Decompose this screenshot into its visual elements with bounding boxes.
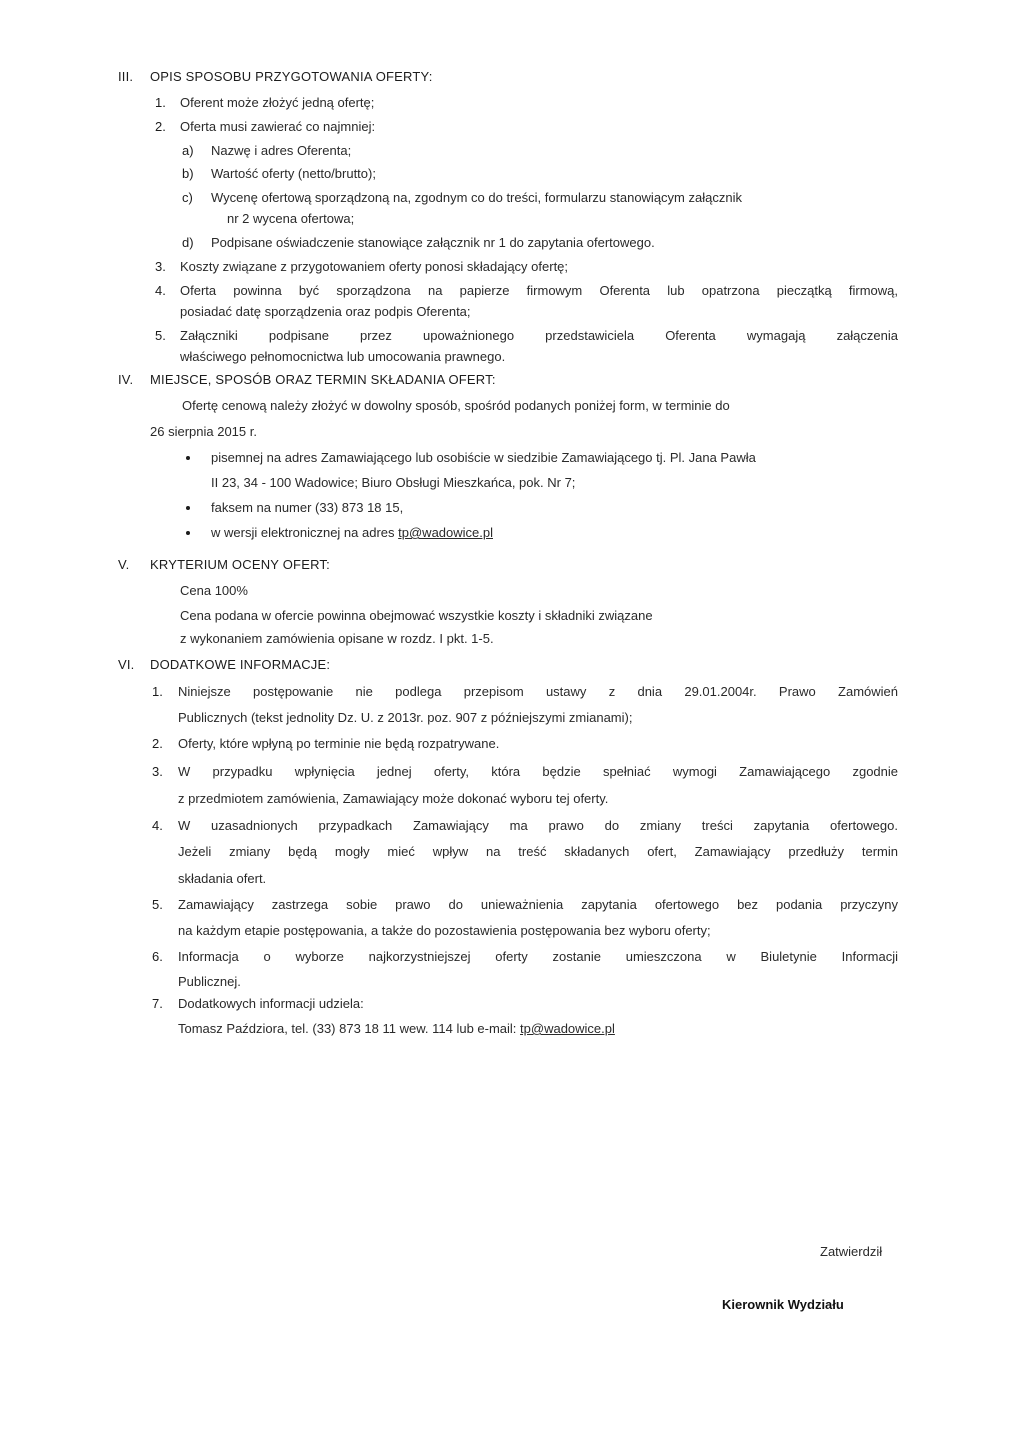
list-number: 4.	[152, 818, 163, 833]
list-number: 3.	[152, 764, 163, 779]
bullet-icon	[186, 506, 190, 510]
list-item: Wycenę ofertową sporządzoną na, zgodnym co do treści, formularzu stanowiącym załącznik	[211, 190, 742, 205]
approval-label: Zatwierdził	[820, 1244, 883, 1259]
list-item-continuation: Publicznej.	[178, 974, 241, 989]
section-title: OPIS SPOSOBU PRZYGOTOWANIA OFERTY:	[150, 69, 433, 84]
section-number: VI.	[118, 657, 135, 672]
section-number: III.	[118, 69, 134, 84]
list-number: 5.	[155, 328, 166, 343]
section-title: DODATKOWE INFORMACJE:	[150, 657, 331, 672]
list-item: Dodatkowych informacji udziela:	[178, 996, 364, 1011]
list-number: 4.	[155, 283, 166, 298]
list-item: Załączniki podpisane przez upoważnionego przedstawiciela Oferenta wymagają załączenia	[180, 328, 898, 343]
list-item: W uzasadnionych przypadkach Zamawiający ma prawo do zmiany treści zapytania ofertowego.	[178, 818, 898, 833]
list-item-continuation: składania ofert.	[178, 871, 267, 886]
deadline-date: 26 sierpnia 2015 r.	[150, 424, 257, 439]
list-number: 6.	[152, 949, 163, 964]
list-item: W przypadku wpłynięcia jednej oferty, która będzie spełniać wymogi Zamawiającego zgodnie	[178, 764, 898, 779]
list-number: 7.	[152, 996, 163, 1011]
list-letter: c)	[182, 190, 193, 205]
contact-line	[178, 1020, 615, 1038]
contact-text: Tomasz Paździora, tel. (33) 873 18 11 wew. 114 lub e-mail:	[178, 1021, 521, 1036]
list-number: 1.	[155, 95, 166, 110]
list-item-continuation: Jeżeli zmiany będą mogły mieć wpływ na treść składanych ofert, Zamawiający przedłuży termin	[178, 844, 898, 859]
list-item-continuation: nr 2 wycena ofertowa;	[227, 211, 355, 226]
list-number: 2.	[155, 119, 166, 134]
list-item: Oferent może złożyć jedną ofertę;	[180, 95, 375, 110]
list-item-continuation: z przedmiotem zamówienia, Zamawiający może dokonać wyboru tej oferty.	[178, 791, 609, 806]
list-item: faksem na numer (33) 873 18 15,	[211, 500, 404, 515]
list-number: 3.	[155, 259, 166, 274]
section-title: MIEJSCE, SPOSÓB ORAZ TERMIN SKŁADANIA OFERT:	[150, 372, 496, 387]
section-title: KRYTERIUM OCENY OFERT:	[150, 557, 330, 572]
list-item-continuation: posiadać datę sporządzenia oraz podpis Oferenta;	[180, 304, 471, 319]
list-item: Niniejsze postępowanie nie podlega przepisom ustawy z dnia 29.01.2004r. Prawo Zamówień	[178, 684, 898, 699]
list-number: 1.	[152, 684, 163, 699]
section-number: V.	[118, 557, 130, 572]
paragraph: Cena podana w ofercie powinna obejmować wszystkie koszty i składniki związane	[180, 608, 653, 623]
section-number: IV.	[118, 372, 134, 387]
list-item: Wartość oferty (netto/brutto);	[211, 166, 376, 181]
paragraph: Ofertę cenową należy złożyć w dowolny sposób, spośród podanych poniżej form, w terminie do	[182, 398, 730, 413]
paragraph: z wykonaniem zamówienia opisane w rozdz. I pkt. 1-5.	[180, 631, 494, 646]
list-item-continuation: właściwego pełnomocnictwa lub umocowania prawnego.	[180, 349, 506, 364]
list-item-text: w wersji elektronicznej na adres	[211, 525, 399, 540]
list-item-continuation: Publicznych (tekst jednolity Dz. U. z 2013r. poz. 907 z późniejszymi zmianami);	[178, 710, 633, 725]
list-number: 2.	[152, 736, 163, 751]
list-letter: a)	[182, 143, 194, 158]
list-item: Podpisane oświadczenie stanowiące załącznik nr 1 do zapytania ofertowego.	[211, 235, 655, 250]
list-item: Informacja o wyborze najkorzystniejszej oferty zostanie umieszczona w Biuletynie Informacji	[178, 949, 898, 964]
list-item: pisemnej na adres Zamawiającego lub osobiście w siedzibie Zamawiającego tj. Pl. Jana Pawła	[211, 450, 756, 465]
list-item: Koszty związane z przygotowaniem oferty ponosi składający ofertę;	[180, 259, 569, 274]
email-link[interactable]: tp@wadowice.pl	[398, 525, 493, 540]
signature-role: Kierownik Wydziału	[722, 1297, 844, 1312]
list-item: Zamawiający zastrzega sobie prawo do unieważnienia zapytania ofertowego bez podania przyczyny	[178, 897, 898, 912]
list-letter: b)	[182, 166, 194, 181]
list-item: Oferty, które wpłyną po terminie nie będą rozpatrywane.	[178, 736, 500, 751]
paragraph: Cena 100%	[180, 583, 248, 598]
list-item: Oferta musi zawierać co najmniej:	[180, 119, 376, 134]
bullet-icon	[186, 456, 190, 460]
bullet-icon	[186, 531, 190, 535]
list-item: Oferta powinna być sporządzona na papierze firmowym Oferenta lub opatrzona pieczątką firmową,	[180, 283, 898, 298]
list-number: 5.	[152, 897, 163, 912]
list-letter: d)	[182, 235, 194, 250]
list-item: Nazwę i adres Oferenta;	[211, 143, 352, 158]
list-item	[211, 524, 493, 542]
email-link[interactable]: tp@wadowice.pl	[520, 1021, 615, 1036]
list-item-continuation: II 23, 34 - 100 Wadowice; Biuro Obsługi Mieszkańca, pok. Nr 7;	[211, 475, 576, 490]
list-item-continuation: na każdym etapie postępowania, a także do pozostawienia postępowania bez wyboru oferty;	[178, 923, 711, 938]
